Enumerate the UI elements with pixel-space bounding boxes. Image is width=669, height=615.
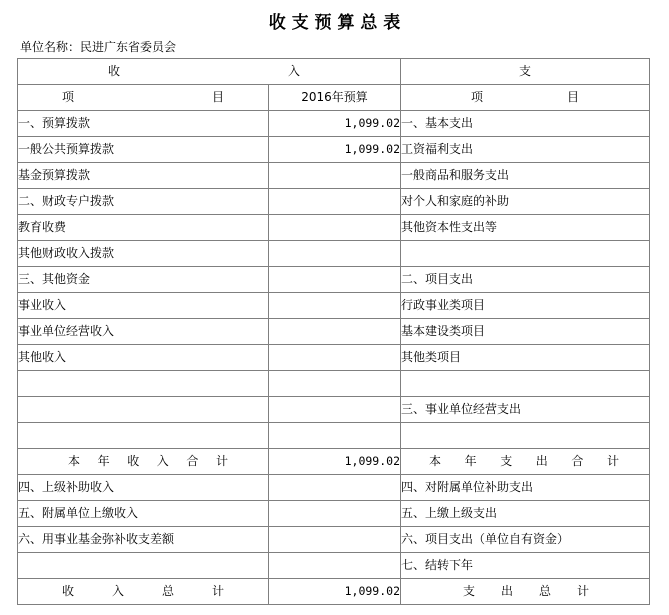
income-item: 事业单位经营收入 (18, 319, 269, 345)
income-amount (269, 423, 401, 449)
expense-item: 五、上缴上级支出 (401, 501, 650, 527)
income-item (18, 423, 269, 449)
expense-total-char: 总 (538, 584, 551, 598)
income-amount: 1,099.02 (269, 111, 401, 137)
budget-summary-table (17, 58, 650, 605)
expense-item: 工资福利支出 (401, 137, 650, 163)
expense-subtotal-char: 支 (500, 454, 513, 468)
income-item (18, 397, 269, 423)
table-row (18, 423, 650, 449)
table-row (18, 215, 650, 241)
table-row (18, 475, 650, 501)
table-row (18, 189, 650, 215)
income-item: 六、用事业基金弥补收支差额 (18, 527, 269, 553)
income-total-char: 收 (62, 584, 75, 598)
expense-item-header (401, 85, 650, 111)
expense-subtotal-char: 计 (606, 454, 619, 468)
income-item-header (18, 85, 269, 111)
expense-item: 对个人和家庭的补助 (401, 189, 650, 215)
table-row (18, 241, 650, 267)
table-row (18, 111, 650, 137)
income-amount (269, 553, 401, 579)
income-subtotal-label (18, 449, 269, 475)
income-item: 二、财政专户拨款 (18, 189, 269, 215)
budget-year-header: 2016年预算 (269, 85, 401, 111)
income-item: 基金预算拨款 (18, 163, 269, 189)
income-item (18, 553, 269, 579)
income-amount (269, 241, 401, 267)
expense-item-header-start: 项 (471, 90, 484, 104)
income-amount: 1,099.02 (269, 137, 401, 163)
income-subtotal-char: 计 (215, 454, 228, 468)
income-item: 五、附属单位上缴收入 (18, 501, 269, 527)
income-total-char: 计 (211, 584, 224, 598)
table-row (18, 345, 650, 371)
income-total-label (18, 579, 269, 605)
expense-total-char: 支 (463, 584, 476, 598)
income-item: 其他收入 (18, 345, 269, 371)
table-row (18, 163, 650, 189)
header-row-columns (18, 85, 650, 111)
unit-name-line: 单位名称：民进广东省委员会 (20, 40, 177, 54)
income-subtotal-char: 合 (186, 454, 199, 468)
expense-item: 七、结转下年 (401, 553, 650, 579)
expense-total-char: 出 (500, 584, 513, 598)
expense-group-header: 支 (401, 59, 650, 85)
income-amount (269, 267, 401, 293)
income-total-char: 入 (111, 584, 124, 598)
expense-item: 一、基本支出 (401, 111, 650, 137)
income-item (18, 371, 269, 397)
expense-item: 六、项目支出（单位自有资金） (401, 527, 650, 553)
income-header-left: 收 (108, 64, 121, 78)
income-total-char: 总 (161, 584, 174, 598)
income-item: 教育收费 (18, 215, 269, 241)
income-subtotal-char: 入 (156, 454, 169, 468)
expense-subtotal-char: 本 (429, 454, 442, 468)
expense-subtotal-char: 合 (571, 454, 584, 468)
header-row-group (18, 59, 650, 85)
expense-item: 其他资本性支出等 (401, 215, 650, 241)
income-amount (269, 371, 401, 397)
income-group-header (18, 59, 401, 85)
income-amount (269, 189, 401, 215)
expense-subtotal-char: 年 (464, 454, 477, 468)
income-amount (269, 501, 401, 527)
expense-item-header-end: 目 (566, 90, 579, 104)
total-row (18, 579, 650, 605)
table-row (18, 371, 650, 397)
income-subtotal-char: 收 (127, 454, 140, 468)
expense-item: 行政事业类项目 (401, 293, 650, 319)
subtotal-row (18, 449, 650, 475)
income-amount (269, 163, 401, 189)
expense-subtotal-char: 出 (535, 454, 548, 468)
income-subtotal-char: 本 (68, 454, 81, 468)
table-row (18, 501, 650, 527)
expense-item: 基本建设类项目 (401, 319, 650, 345)
expense-item (401, 241, 650, 267)
page-title: 收 支 预 算 总 表 (268, 13, 401, 33)
expense-subtotal-label (401, 449, 650, 475)
expense-item (401, 423, 650, 449)
expense-item: 其他类项目 (401, 345, 650, 371)
income-subtotal-char: 年 (97, 454, 110, 468)
income-item-header-end: 目 (211, 90, 224, 104)
income-item: 一、预算拨款 (18, 111, 269, 137)
income-item-header-start: 项 (62, 90, 75, 104)
income-amount (269, 397, 401, 423)
income-item: 其他财政收入拨款 (18, 241, 269, 267)
expense-total-char: 计 (576, 584, 589, 598)
income-total-amount: 1,099.02 (269, 579, 401, 605)
income-amount (269, 319, 401, 345)
income-header-right: 入 (287, 64, 300, 78)
expense-item: 一般商品和服务支出 (401, 163, 650, 189)
expense-item: 四、对附属单位补助支出 (401, 475, 650, 501)
income-amount (269, 345, 401, 371)
table-row (18, 137, 650, 163)
expense-item: 二、项目支出 (401, 267, 650, 293)
income-item: 事业收入 (18, 293, 269, 319)
table-row (18, 267, 650, 293)
income-item: 三、其他资金 (18, 267, 269, 293)
expense-total-label (401, 579, 650, 605)
income-item: 四、上级补助收入 (18, 475, 269, 501)
income-subtotal-amount: 1,099.02 (269, 449, 401, 475)
table-row (18, 553, 650, 579)
income-amount (269, 215, 401, 241)
income-item: 一般公共预算拨款 (18, 137, 269, 163)
table-row (18, 527, 650, 553)
income-amount (269, 527, 401, 553)
table-row (18, 319, 650, 345)
table-row (18, 293, 650, 319)
income-amount (269, 293, 401, 319)
expense-item (401, 371, 650, 397)
table-row (18, 397, 650, 423)
income-amount (269, 475, 401, 501)
expense-item: 三、事业单位经营支出 (401, 397, 650, 423)
